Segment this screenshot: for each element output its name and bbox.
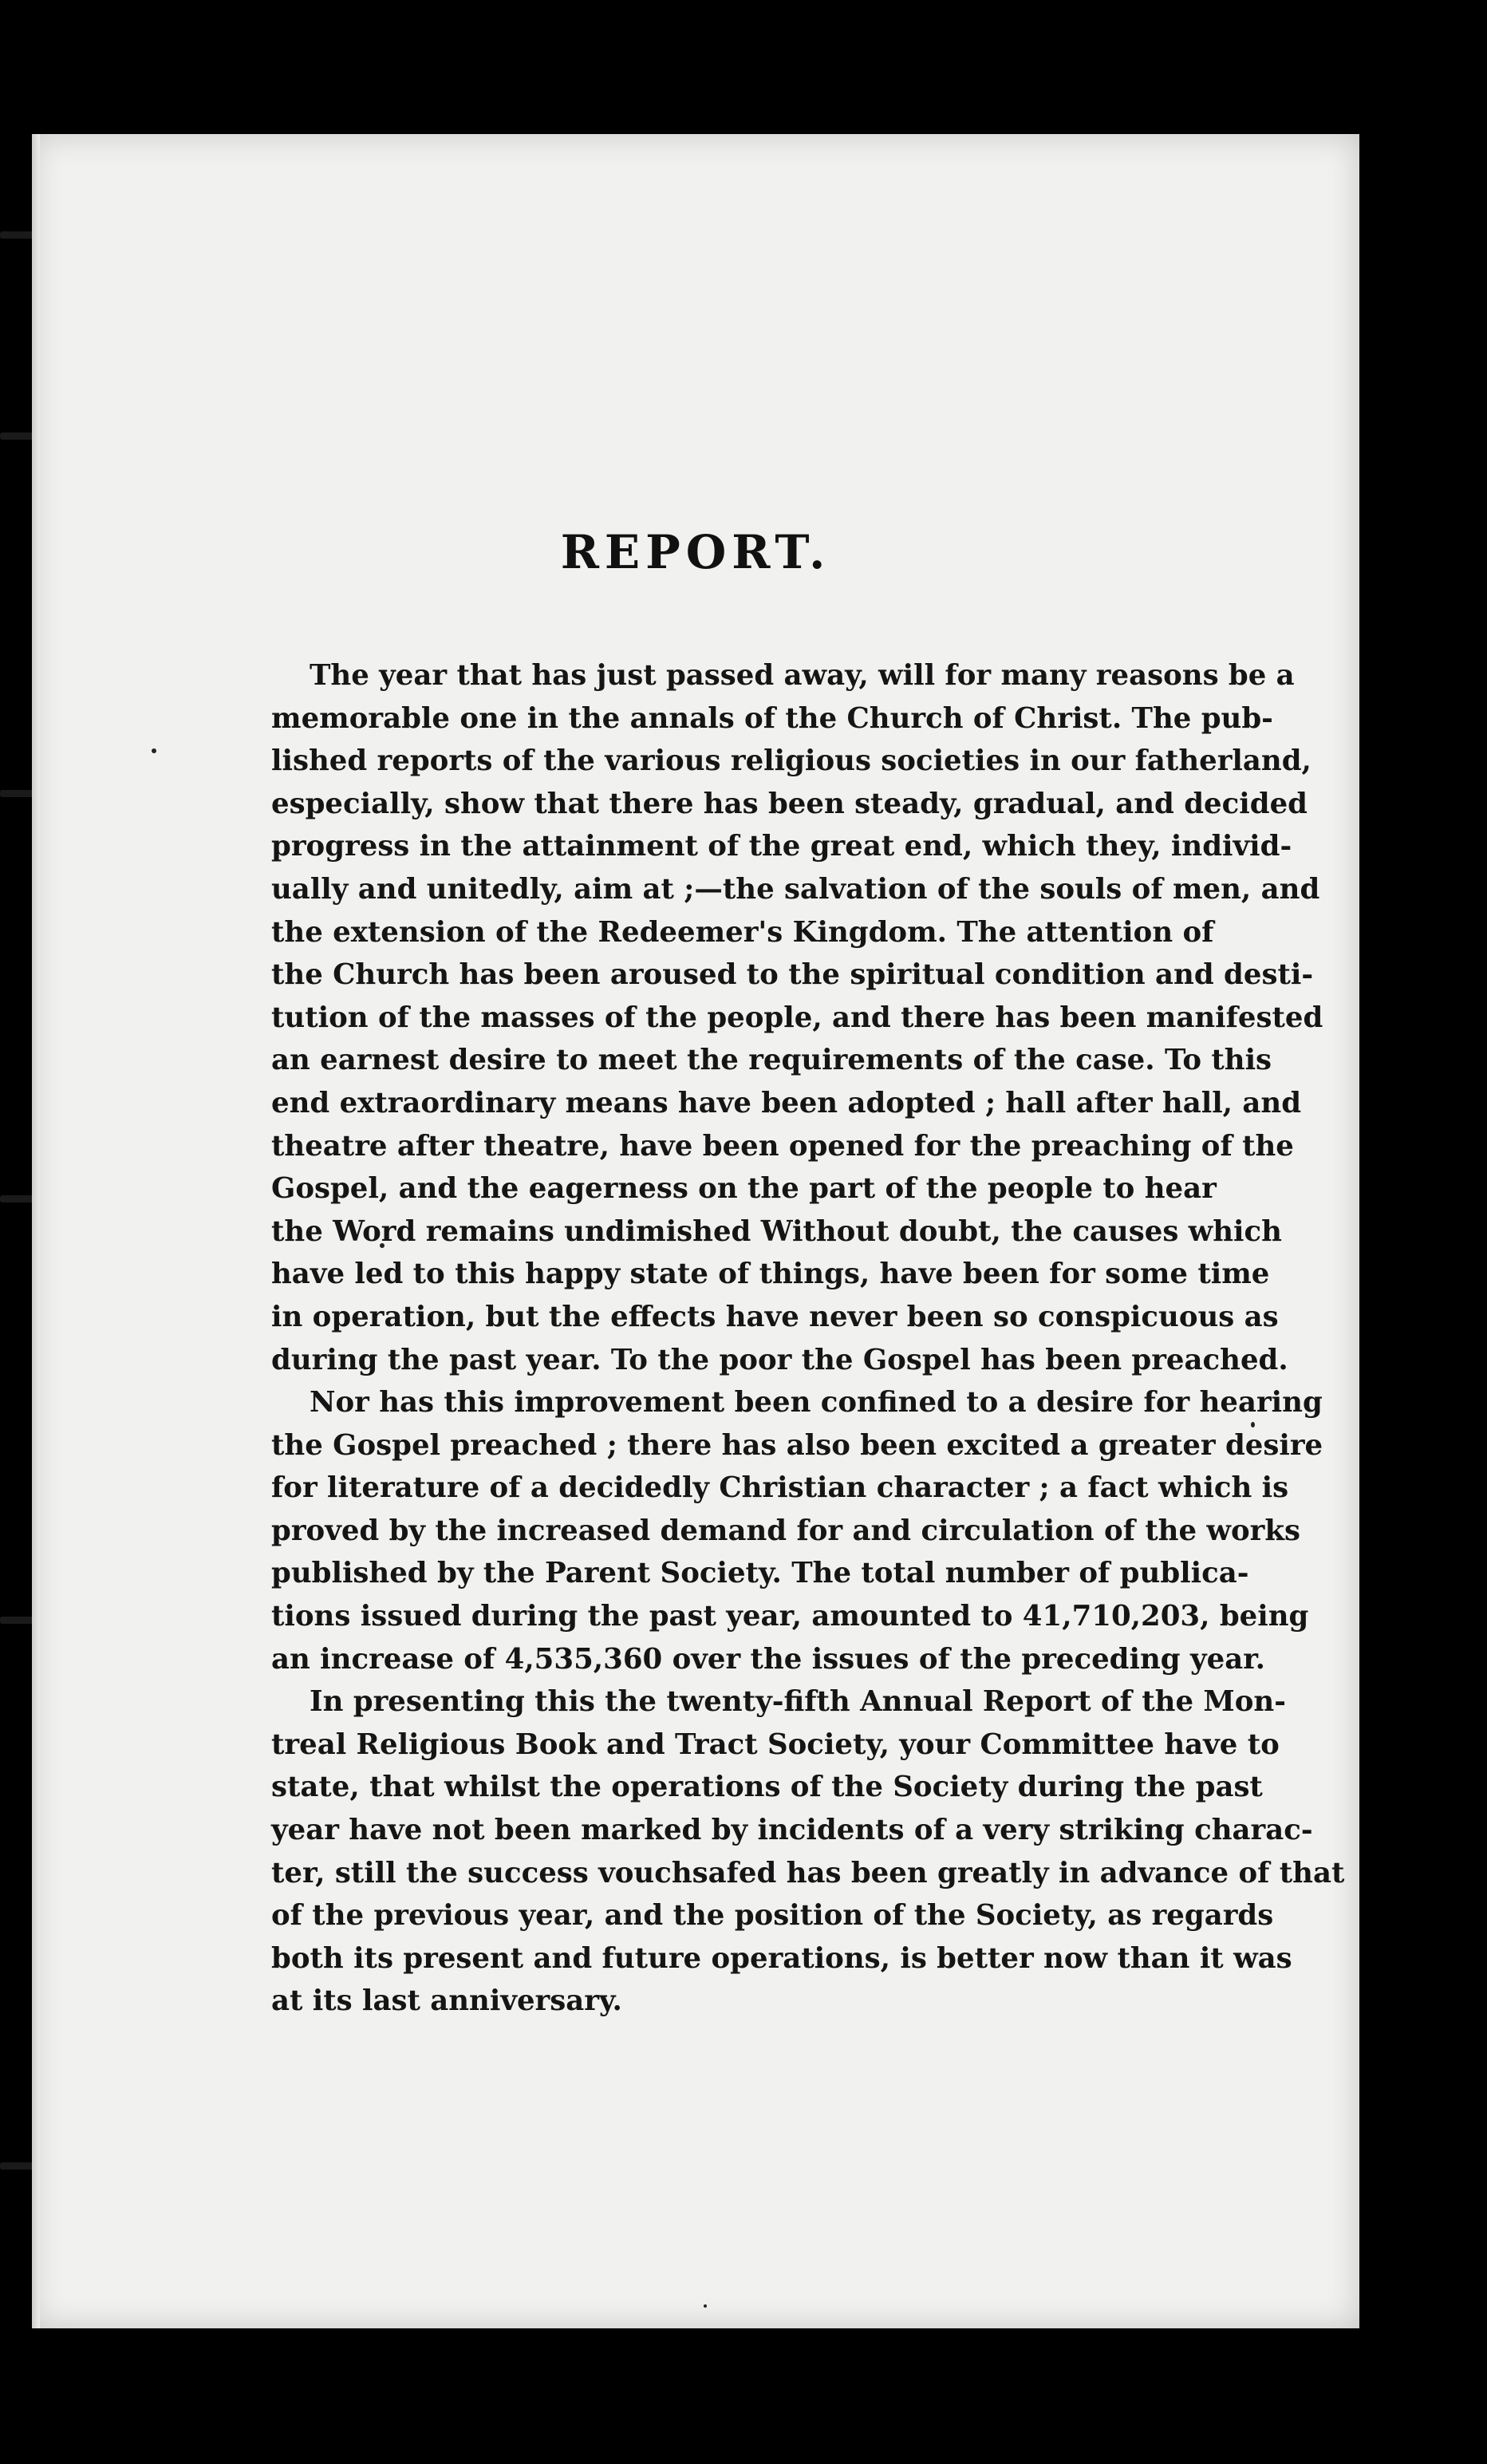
text-line: have led to this happy state of things, have been for some time <box>271 1258 1270 1291</box>
text-line: theatre after theatre, have been opened for the preaching of the <box>271 1129 1294 1163</box>
text-line: in operation, but the effects have never been so conspicuous as <box>271 1300 1279 1333</box>
report-paragraph <box>271 1381 1323 1680</box>
text-line: the extension of the Redeemer's Kingdom. The attention of <box>271 915 1214 949</box>
text-line: treal Religious Book and Tract Society, your Committee have to <box>271 1728 1280 1761</box>
text-line: published by the Parent Society. The total number of publica- <box>271 1557 1249 1590</box>
text-line: proved by the increased demand for and circulation of the works <box>271 1514 1300 1547</box>
text-line: tions issued during the past year, amounted to 41,710,203, being <box>271 1600 1309 1633</box>
page-edge <box>32 134 40 2328</box>
text-line: the Gospel preached ; there has also been excited a greater desire <box>271 1428 1323 1462</box>
text-line: an earnest desire to meet the requirements of the case. To this <box>271 1044 1272 1077</box>
text-line: ually and unitedly, aim at ;—the salvation of the souls of men, and <box>271 872 1320 906</box>
report-paragraph <box>271 1680 1345 2023</box>
text-line: of the previous year, and the position of the Society, as regards <box>271 1899 1274 1933</box>
text-line: year have not been marked by incidents of a very striking charac- <box>271 1814 1313 1847</box>
text-line: In presenting this the twenty-fifth Annual Report of the Mon- <box>310 1685 1286 1719</box>
text-line: an increase of 4,535,360 over the issues of the preceding year. <box>271 1642 1266 1676</box>
text-line: during the past year. To the poor the Gospel has been preached. <box>271 1343 1288 1376</box>
text-line: ter, still the success vouchsafed has been greatly in advance of that <box>271 1856 1345 1889</box>
text-line: both its present and future operations, is better now than it was <box>271 1941 1292 1975</box>
text-line: progress in the attainment of the great end, which they, individ- <box>271 830 1292 863</box>
ink-speck <box>704 2304 707 2308</box>
text-line: state, that whilst the operations of the Society during the past <box>271 1771 1263 1804</box>
report-paragraph <box>271 654 1323 1381</box>
page-sheet <box>32 134 1359 2328</box>
text-line: the Word remains undimished Without doubt, the causes which <box>271 1214 1282 1248</box>
text-line: end extraordinary means have been adopted ; hall after hall, and <box>271 1086 1302 1119</box>
text-line: especially, show that there has been steady, gradual, and decided <box>271 787 1308 820</box>
page-binding <box>0 120 35 2338</box>
text-line: the Church has been aroused to the spiritual condition and desti- <box>271 958 1314 992</box>
text-line: for literature of a decidedly Christian character ; a fact which is <box>271 1471 1289 1505</box>
text-line: The year that has just passed away, will for many reasons be a <box>310 659 1295 692</box>
text-line: tution of the masses of the people, and there has been manifested <box>271 1001 1323 1034</box>
ink-speck <box>152 748 156 753</box>
ink-speck <box>1251 1422 1255 1427</box>
report-body <box>271 654 1345 2023</box>
text-line: Gospel, and the eagerness on the part of the people to hear <box>271 1172 1217 1206</box>
text-line: at its last anniversary. <box>271 1984 622 2018</box>
page-title: REPORT. <box>560 525 831 579</box>
text-line: memorable one in the annals of the Church of Christ. The pub- <box>271 701 1273 735</box>
text-line: Nor has this improvement been confined to a desire for hearing <box>310 1386 1323 1420</box>
text-line: lished reports of the various religious societies in our fatherland, <box>271 744 1311 778</box>
